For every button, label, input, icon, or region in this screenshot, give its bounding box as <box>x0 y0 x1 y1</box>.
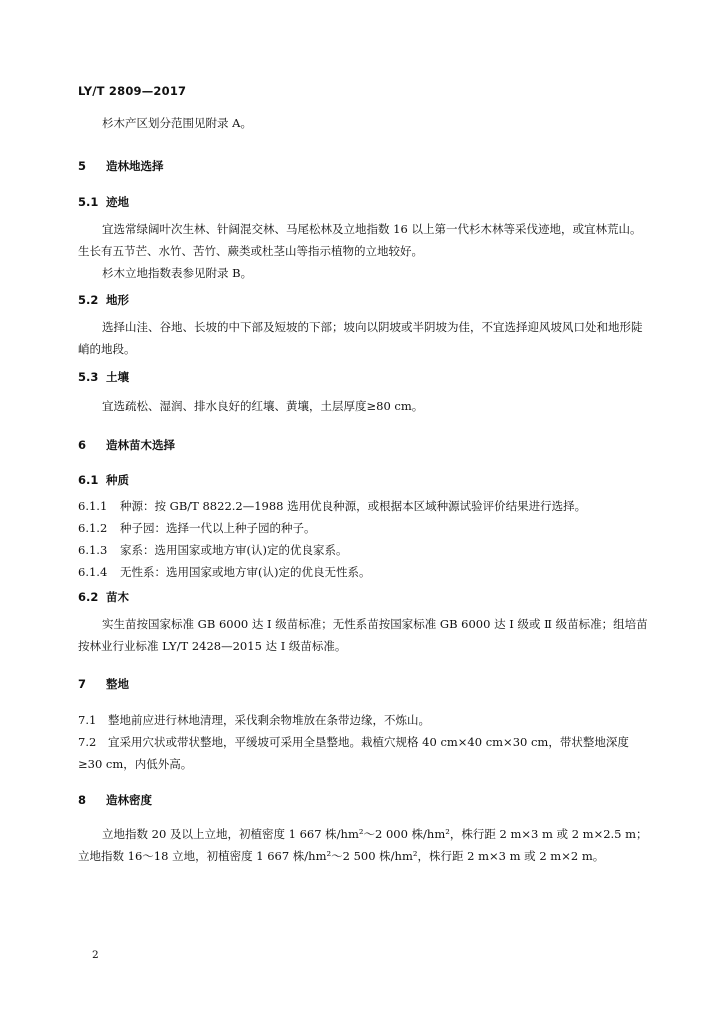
section-5-1-heading <box>78 194 129 210</box>
list-item <box>78 561 650 583</box>
section-5-2-heading <box>78 292 129 308</box>
section-title: 造林密度 <box>106 793 152 807</box>
section-title: 迹地 <box>106 195 129 209</box>
section-8-body <box>78 823 650 867</box>
paragraph: 立地指数 20 及以上立地，初植密度 1 667 株/hm²～2 000 株/hm²，株行距 2 m×3 m 或 2 m×2.5 m；立地指数 16～18 立地，初植密度 1 667 株/hm²～2 500 株/hm²，株行距 2 m×3 m 或 2 m×2 m。 <box>78 827 648 863</box>
section-7-heading <box>78 676 129 692</box>
list-item <box>78 731 650 775</box>
item-text: 无性系：选用国家或地方审(认)定的优良无性系。 <box>120 565 371 579</box>
section-number: 5 <box>78 159 87 173</box>
section-5-heading <box>78 158 164 174</box>
item-number: 6.1.3 <box>78 543 108 557</box>
list-item <box>78 517 650 539</box>
section-title: 苗木 <box>106 590 129 604</box>
item-text: 宜采用穴状或带状整地，平缓坡可采用全垦整地。栽植穴规格 40 cm×40 cm×30 cm，带状整地深度≥30 cm，内低外高。 <box>78 735 629 771</box>
paragraph: 宜选疏松、湿润、排水良好的红壤、黄壤，土层厚度≥80 cm。 <box>102 399 424 413</box>
section-number: 6.2 <box>78 590 99 604</box>
section-6-1-items <box>78 495 650 583</box>
paragraph: 杉木立地指数表参见附录 B。 <box>102 266 253 280</box>
list-item <box>78 495 650 517</box>
item-text: 种源：按 GB/T 8822.2—1988 选用优良种源，或根据本区域种源试验评价结果进行选择。 <box>120 499 587 513</box>
section-number: 8 <box>78 793 87 807</box>
item-text: 整地前应进行林地清理，采伐剩余物堆放在条带边缘，不炼山。 <box>108 713 430 727</box>
section-number: 5.3 <box>78 370 99 384</box>
standard-code-header: LY/T 2809—2017 <box>78 84 187 98</box>
item-text: 家系：选用国家或地方审(认)定的优良家系。 <box>120 543 348 557</box>
section-number: 6 <box>78 438 87 452</box>
list-item <box>78 709 650 731</box>
section-7-items <box>78 709 650 775</box>
item-number: 7.2 <box>78 735 97 749</box>
section-title: 整地 <box>106 677 129 691</box>
section-5-3-body <box>78 395 650 417</box>
section-title: 地形 <box>106 293 129 307</box>
item-number: 6.1.1 <box>78 499 108 513</box>
section-6-2-heading <box>78 589 129 605</box>
intro-paragraph <box>78 112 650 134</box>
section-number: 5.1 <box>78 195 99 209</box>
page-number: 2 <box>92 949 99 961</box>
section-number: 5.2 <box>78 293 99 307</box>
section-6-1-heading <box>78 472 129 488</box>
section-title: 造林苗木选择 <box>106 438 175 452</box>
section-8-heading <box>78 792 152 808</box>
section-number: 7 <box>78 677 87 691</box>
paragraph: 宜选常绿阔叶次生林、针阔混交林、马尾松林及立地指数 16 以上第一代杉木林等采伐迹地，或宜林荒山。生长有五节芒、水竹、苦竹、蕨类或杜茎山等指示植物的立地较好。 <box>78 222 642 258</box>
section-title: 种质 <box>106 473 129 487</box>
section-5-1-body <box>78 218 650 284</box>
paragraph: 实生苗按国家标准 GB 6000 达 Ⅰ 级苗标准；无性系苗按国家标准 GB 6000 达 Ⅰ 级或 Ⅱ 级苗标准；组培苗按林业行业标准 LY/T 2428—2015 达 Ⅰ 级苗标准。 <box>78 617 648 653</box>
item-number: 6.1.4 <box>78 565 108 579</box>
section-5-3-heading <box>78 369 129 385</box>
paragraph: 选择山洼、谷地、长坡的中下部及短坡的下部；坡向以阴坡或半阴坡为佳，不宜选择迎风坡风口处和地形陡峭的地段。 <box>78 320 643 356</box>
section-title: 造林地选择 <box>106 159 164 173</box>
section-6-heading <box>78 437 175 453</box>
section-title: 土壤 <box>106 370 129 384</box>
item-number: 6.1.2 <box>78 521 108 535</box>
item-number: 7.1 <box>78 713 97 727</box>
section-6-2-body <box>78 613 650 657</box>
section-5-2-body <box>78 316 650 360</box>
list-item <box>78 539 650 561</box>
item-text: 种子园：选择一代以上种子园的种子。 <box>120 521 316 535</box>
section-number: 6.1 <box>78 473 99 487</box>
intro-text: 杉木产区划分范围见附录 A。 <box>102 116 252 130</box>
